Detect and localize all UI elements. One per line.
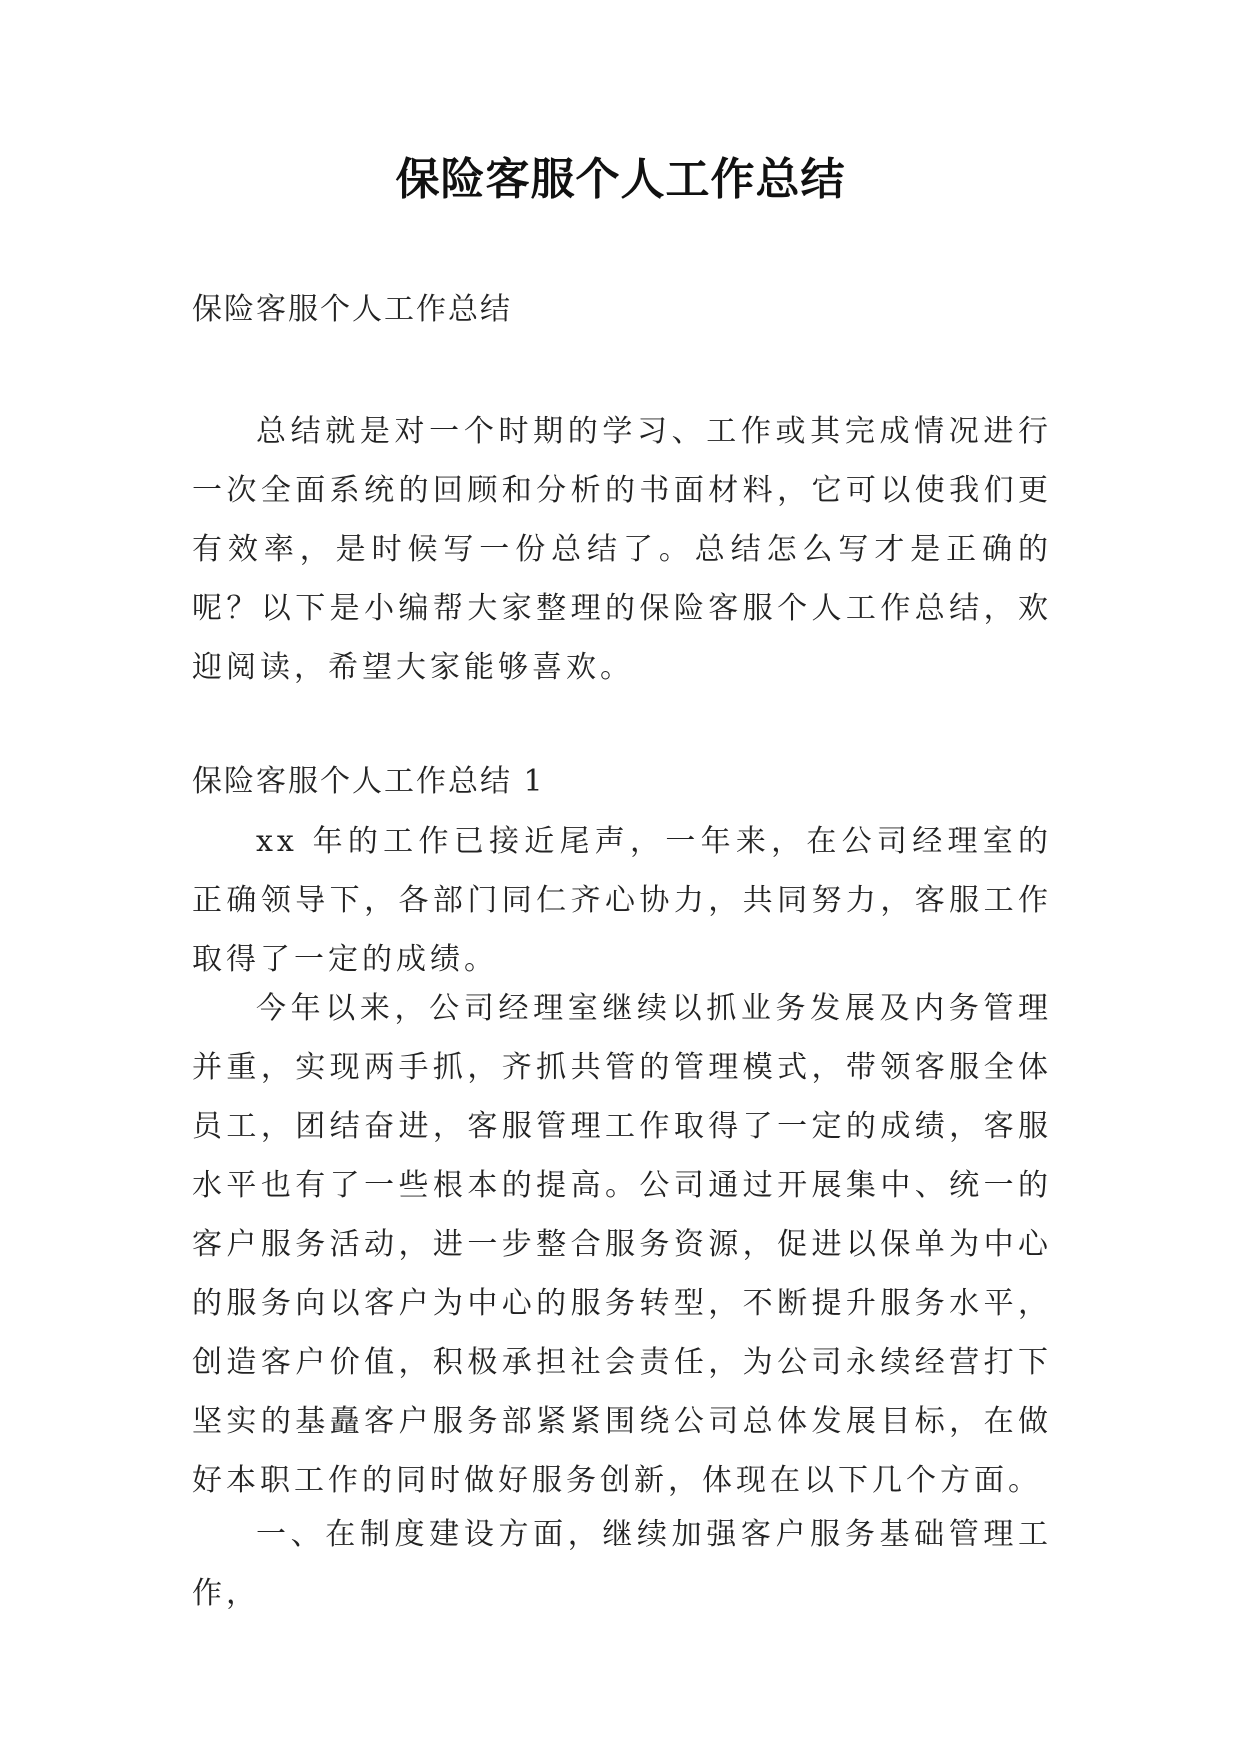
document-title: 保险客服个人工作总结 [395, 154, 846, 205]
intro-paragraph: 总结就是对一个时期的学习、工作或其完成情况进行一次全面系统的回顾和分析的书面材料，它可以使我们更有效率，是时候写一份总结了。总结怎么写才是正确的呢？以下是小编帮大家整理的保险客服个人工作总结，欢迎阅读，希望大家能够喜欢。 [192, 414, 1052, 685]
body-paragraph: 今年以来，公司经理室继续以抓业务发展及内务管理并重，实现两手抓，齐抓共管的管理模式，带领客服全体员工，团结奋进，客服管理工作取得了一定的成绩，客服水平也有了一些根本的提高。公司通过开展集中、统一的客户服务活动，进一步整合服务资源，促进以保单为中心的服务向以客户为中心的服务转型，不断提升服务水平，创造客户价值，积极承担社会责任，为公司永续经营打下坚实的基矗客户服务部紧紧围绕公司总体发展目标，在做好本职工作的同时做好服务创新，体现在以下几个方面。 [192, 991, 1052, 1498]
body-paragraph: xx 年的工作已接近尾声，一年来，在公司经理室的正确领导下，各部门同仁齐心协力，共同努力，客服工作取得了一定的成绩。 [192, 824, 1052, 977]
section-heading-1: 保险客服个人工作总结 1 [192, 764, 545, 799]
document-subtitle: 保险客服个人工作总结 [192, 292, 512, 327]
body-paragraph: 一、在制度建设方面，继续加强客户服务基础管理工作， [192, 1517, 1052, 1611]
